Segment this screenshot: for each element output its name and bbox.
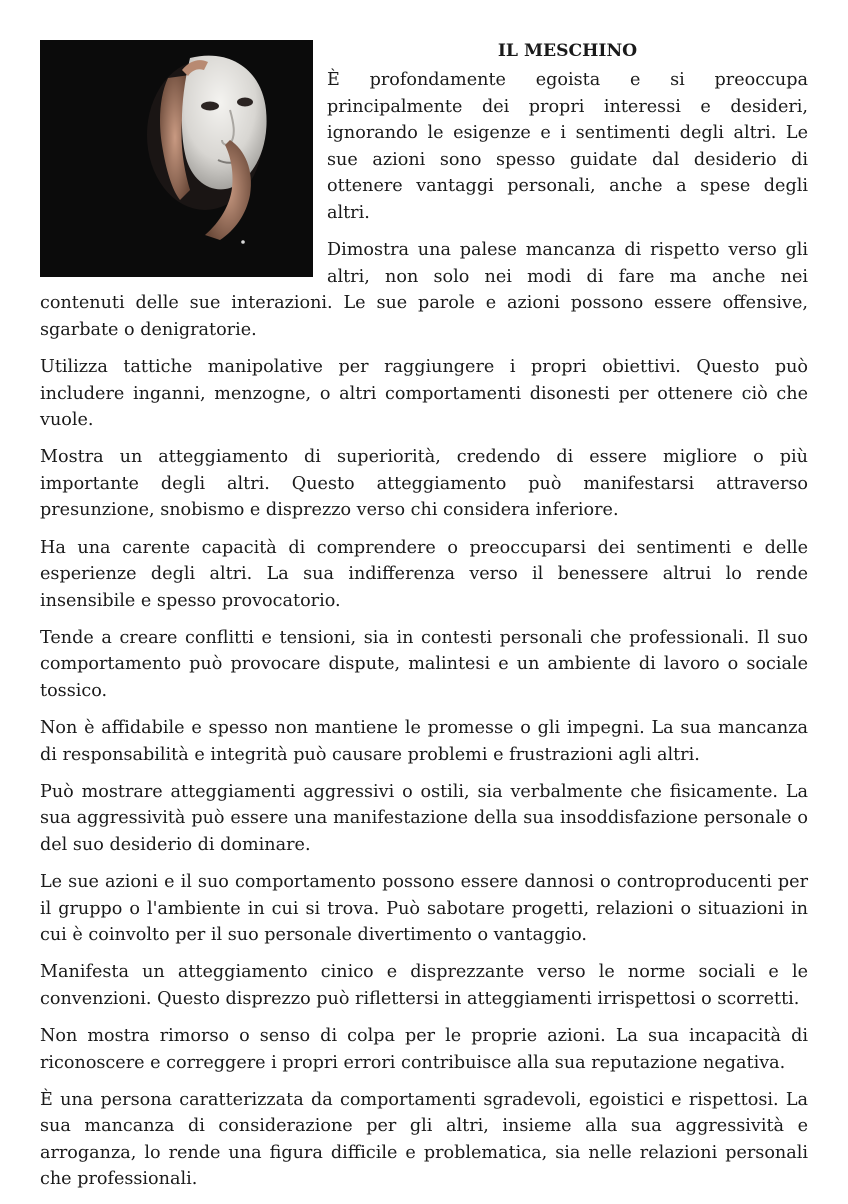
paragraph: Dimostra una palese mancanza di rispetto verso gli altri, non solo nei modi di fare ma anche nei contenuti delle sue interazioni. Le sue parole e azioni possono essere offensive, sgarbate o denigratorie. (40, 240, 808, 340)
mask-illustration (40, 40, 313, 277)
document-title: IL MESCHINO (497, 41, 638, 61)
mask-photo (40, 40, 313, 277)
document-page (40, 38, 808, 1204)
paragraph: Può mostrare atteggiamenti aggressivi o ostili, sia verbalmente che fisicamente. La sua aggressività può essere una manifestazione della sua insoddisfazione personale o del suo desiderio di dominare. (40, 781, 808, 855)
paragraph: Mostra un atteggiamento di superiorità, credendo di essere migliore o più importante degli altri. Questo atteggiamento può manifestarsi attraverso presunzione, snobismo e disprezzo verso chi considera inferiore. (40, 447, 808, 521)
paragraph: Le sue azioni e il suo comportamento possono essere dannosi o controproducenti per il gruppo o l'ambiente in cui si trova. Può sabotare progetti, relazioni o situazioni in cui è coinvolto per il suo personale divertimento o vantaggio. (40, 872, 808, 946)
paragraph: Non mostra rimorso o senso di colpa per le proprie azioni. La sua incapacità di riconoscere e correggere i propri errori contribuisce alla sua reputazione negativa. (40, 1026, 808, 1073)
paragraph: Tende a creare conflitti e tensioni, sia in contesti personali che professionali. Il suo comportamento può provocare dispute, malintesi e un ambiente di lavoro o sociale tossico. (40, 627, 808, 701)
paragraph: Ha una carente capacità di comprendere o preoccuparsi dei sentimenti e delle esperienze degli altri. La sua indifferenza verso il benessere altrui lo rende insensibile e spesso provocatorio. (40, 537, 808, 611)
paragraph: Non è affidabile e spesso non mantiene le promesse o gli impegni. La sua mancanza di responsabilità e integrità può causare problemi e frustrazioni agli altri. (40, 718, 808, 765)
paragraph: È profondamente egoista e si preoccupa principalmente dei propri interessi e desideri, ignorando le esigenze e i sentimenti degli altri. Le sue azioni sono spesso guidate dal desiderio di ottenere vantaggi personali, anche a spese degli altri. (327, 70, 808, 223)
paragraph: Utilizza tattiche manipolative per raggiungere i propri obiettivi. Questo può includere inganni, menzogne, o altri comportamenti disonesti per ottenere ciò che vuole. (40, 356, 808, 431)
paragraph: Manifesta un atteggiamento cinico e disprezzante verso le norme sociali e le convenzioni. Questo disprezzo può riflettersi in atteggiamenti irrispettosi o scorretti. (40, 962, 808, 1009)
paragraph: È una persona caratterizzata da comportamenti sgradevoli, egoistici e rispettosi. La sua mancanza di considerazione per gli altri, insieme alla sua aggressività e arroganza, lo rende una figura difficile e problematica, sia nelle relazioni personali che professionali. (40, 1089, 808, 1190)
